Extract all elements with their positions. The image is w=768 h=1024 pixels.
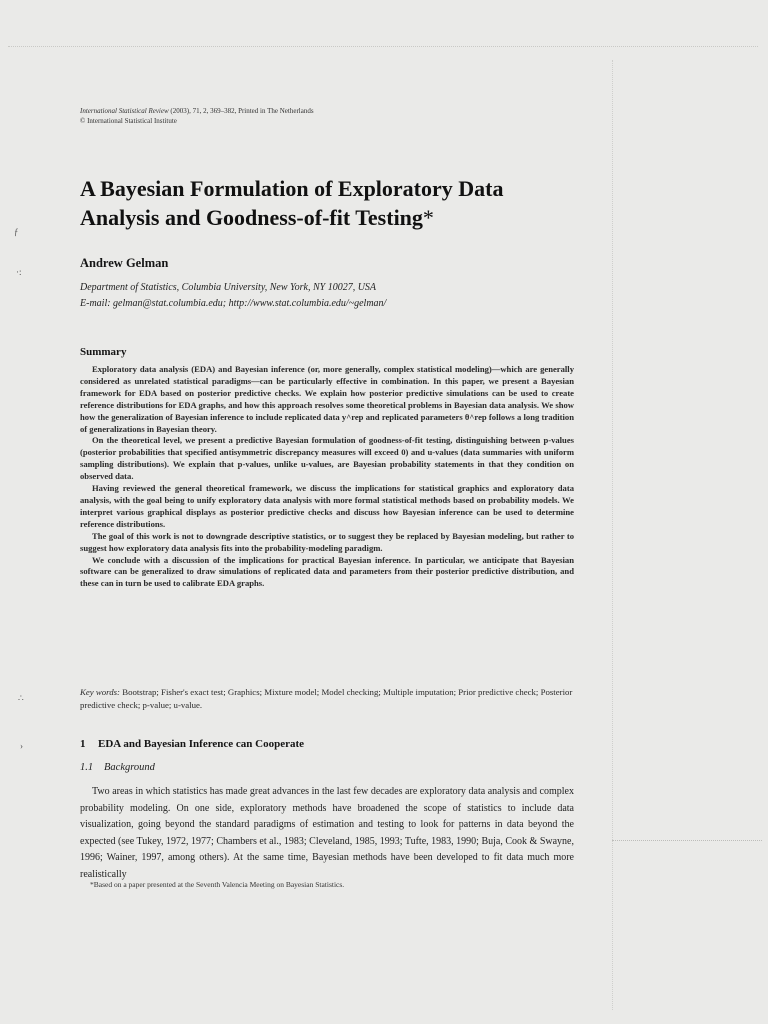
author-name: Andrew Gelman <box>80 256 169 270</box>
paper-title <box>80 174 580 232</box>
body-paragraph: Two areas in which statistics has made great advances in the last few decades are exploratory data analysis and complex probability modeling. On one side, exploratory methods have broadened the scope of statistics to include data visualization, going beyond the standard paradigms of estimation and testing to look for patterns in data beyond the expected (see Tukey, 1972, 1977; Chambers et al., 1983; Cleveland, 1985, 1993; Tufte, 1983, 1990; Buja, Cook & Swayne, 1996; Wainer, 1997, among others). At the same time, Bayesian methods have been developed to fit data much more realistically <box>80 786 574 880</box>
journal-name: International Statistical Review <box>80 107 169 115</box>
scan-speck: › <box>20 741 23 751</box>
summary-body <box>80 364 574 590</box>
scan-speck: ·: <box>16 267 22 277</box>
journal-citation <box>80 106 314 116</box>
footnote: *Based on a paper presented at the Seventh Valencia Meeting on Bayesian Statistics. <box>90 880 345 889</box>
summary-paragraph: On the theoretical level, we present a predictive Bayesian formulation of goodness-of-fit testing, distinguishing between p-values (posterior probabilities that specified antisymmetric discrepancy measures will exceed 0) and u-values (data summaries with uniform sampling distributions). We explain that p-values, unlike u-values, are Bayesian probability statements in that they condition on observed data. <box>80 435 574 482</box>
subsection-number: 1.1 <box>80 762 94 773</box>
scan-speck: ƒ <box>14 227 19 237</box>
paper-title-text: A Bayesian Formulation of Exploratory Data Analysis and Goodness-of-fit Testing <box>80 176 504 230</box>
section-number: 1 <box>80 738 86 750</box>
summary-paragraph: The goal of this work is not to downgrade descriptive statistics, or to suggest they be replaced by Bayesian modeling, but rather to suggest how exploratory data analysis fits into the probability-modeling paradigm. <box>80 530 574 553</box>
summary-paragraph: Exploratory data analysis (EDA) and Bayesian inference (or, more generally, complex statistical modeling)—which are generally considered as unrelated statistical paradigms—can be particularly effective in combination. In this paper, we present a Bayesian framework for EDA based on posterior predictive checks. We explain how posterior predictive simulations can be used to create reference distributions for EDA graphs, and how this approach resolves some theoretical problems in Bayesian data analysis. We show how the generalization of Bayesian inference to include replicated data y^rep and replicated parameters θ^rep follows a long tradition of generalizations in Bayesian theory. <box>80 364 574 434</box>
keywords-label: Key words: <box>80 687 120 697</box>
journal-header <box>80 106 314 126</box>
keywords <box>80 686 580 711</box>
journal-details: (2003), 71, 2, 369–382, Printed in The Netherlands <box>170 107 314 115</box>
author-affiliation-block <box>80 280 386 312</box>
scan-artifact-dotted-rule <box>612 840 762 841</box>
summary-heading: Summary <box>80 346 127 358</box>
title-footnote-mark: * <box>422 205 434 230</box>
journal-copyright: © International Statistical Institute <box>80 117 177 125</box>
section-heading <box>80 738 304 750</box>
keywords-list: Bootstrap; Fisher's exact test; Graphics; Mixture model; Model checking; Multiple imputation; Prior predictive check; Posterior predictive check; p-value; u-value. <box>80 687 573 710</box>
summary-paragraph: We conclude with a discussion of the implications for practical Bayesian inference. In particular, we anticipate that Bayesian software can be generalized to draw simulations of replicated data and parameters from their posterior predictive distribution, and these can in turn be used to calibrate EDA graphs. <box>80 554 574 589</box>
scan-artifact-margin-line <box>612 60 613 1010</box>
scan-artifact-line <box>8 46 758 47</box>
scan-speck: ∴ <box>18 693 24 703</box>
summary-paragraph: Having reviewed the general theoretical framework, we discuss the implications for statistical graphics and exploratory data analysis, with the goal being to unify exploratory data analysis with more formal statistical methods based on probability models. We interpret various graphical displays as posterior predictive checks and discuss how Bayesian inference can be used to determine reference distributions. <box>80 483 574 529</box>
contact-email: E-mail: gelman@stat.columbia.edu; http://www.stat.columbia.edu/~gelman/ <box>80 298 387 309</box>
affiliation: Department of Statistics, Columbia University, New York, NY 10027, USA <box>80 282 377 293</box>
subsection-title: Background <box>104 762 155 773</box>
section-title: EDA and Bayesian Inference can Cooperate <box>98 738 305 750</box>
subsection-heading <box>80 762 155 773</box>
